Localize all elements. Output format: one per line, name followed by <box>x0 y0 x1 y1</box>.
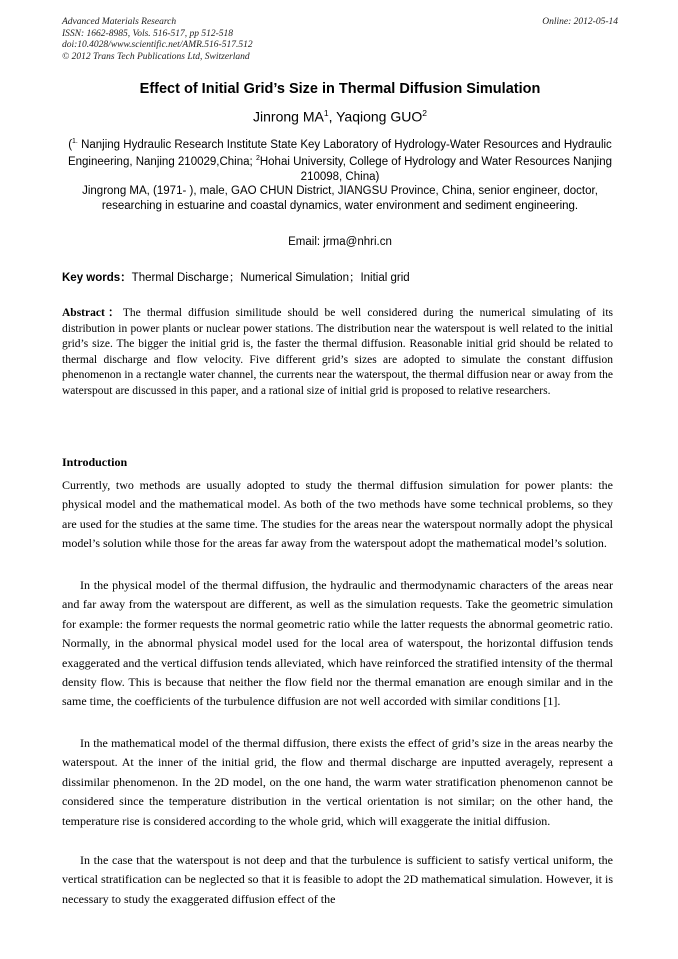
author-2-affil-mark: 2 <box>422 108 427 118</box>
copyright-line: © 2012 Trans Tech Publications Ltd, Switzerland <box>62 51 250 62</box>
abstract-label: Abstract <box>62 307 105 319</box>
author-separator: , <box>328 108 337 125</box>
affil-1-mark: 1. <box>72 138 78 145</box>
issn-line: ISSN: 1662-8985, Vols. 516-517, pp 512-518 <box>62 28 233 39</box>
keywords-line <box>62 269 618 285</box>
affil-open-paren: ( <box>68 138 73 151</box>
intro-paragraph-3: In the mathematical model of the thermal diffusion, there exists the effect of grid’s size in the areas nearby the waterspout. At the inner of the initial grid, the flow and thermal discharge are inputted averagely, represent a dissimilar phenomenon. In the 2D model, on the one hand, the warm water stratification phenomenon cannot be considered since the temperature distribution in the vertical orientation is not similar; on the other hand, the temperature rise is considered according to the whole grid, which will exaggerate the initial diffusion. <box>62 736 613 828</box>
section-heading-introduction: Introduction <box>62 455 128 469</box>
author-list <box>62 108 618 125</box>
author-email: Email: jrma@nhri.cn <box>288 236 392 248</box>
keywords-label: Key words <box>62 272 121 284</box>
affil-1-text: Nanjing Hydraulic Research Institute State Key Laboratory of Hydrology-Water Resources and Hydraulic Engineering, Nanjing 210029,China; <box>67 138 612 169</box>
abstract <box>62 306 613 400</box>
online-date: Online: 2012-05-14 <box>542 17 618 27</box>
paper-title: Effect of Initial Grid’s Size in Thermal Diffusion Simulation <box>139 81 541 97</box>
journal-header <box>62 17 618 63</box>
author-2: Yaqiong GUO <box>336 108 423 125</box>
affil-2-mark: 2 <box>255 155 260 163</box>
intro-paragraph-4: In the case that the waterspout is not deep and that the turbulence is sufficient to satisfy vertical uniform, the vertical stratification can be neglected so that it is feasible to adopt the 2D mathematical simulation. However, it is necessary to study the exaggerated diffusion effect of the <box>62 853 613 906</box>
journal-name: Advanced Materials Research <box>62 17 177 27</box>
abstract-text: The thermal diffusion similitude should be well considered during the numerical simulating of its distribution in power plants or nuclear power stations. The distribution near the waterspout is well related to the initial grid’s size. The bigger the initial grid is, the faster the thermal diffusion. Reasonable initial grid should be related to thermal discharge and flow velocity. Five different grid’s sizes are adopted to simulate the constant diffusion phenomenon in a rectangle water channel, the currents near the waterspout, the thermal diffusion near or away from the waterspout are discussed in this paper, and a rational size of initial grid is proposed to relative researchers. <box>62 307 613 397</box>
author-bio: Jingrong MA, (1971- ), male, GAO CHUN District, JIANGSU Province, China, senior engineer, doctor, researching in estuarine and coastal dynamics, water environment and sediment engineering. <box>82 185 598 212</box>
affiliations <box>62 135 618 184</box>
keywords-colon: ： <box>120 272 132 284</box>
intro-paragraph-2: In the physical model of the thermal diffusion, the hydraulic and thermodynamic characters of the areas near and far away from the waterspout are different, as well as the simulation requests. Take the geometric simulation for example: the former requests the normal geometric ratio while the latter requests the abnormal geometric ratio. Normally, in the abnormal physical model used for the local area of waterspout, the horizontal diffusion tends exaggerated and the vertical diffusion tends alleviated, which have reinforced the stratified intensity of the thermal density flow. This is because that neither the flow field nor the thermal emanation are enough similar and in the same time, the coefficients of the turbulence diffusion are not well accorded with similar conditions [1]. <box>62 578 613 709</box>
doi-line: doi:10.4028/www.scientific.net/AMR.516-517.512 <box>62 40 253 50</box>
abstract-colon: ： <box>104 307 123 319</box>
intro-paragraph-1: Currently, two methods are usually adopted to study the thermal diffusion simulation for power plants: the physical model and the mathematical model. As both of the two methods have some technical problems, so they are used for the studies at the same time. The studies for the areas near the waterspout normally adopt the physical model’s solution while those for the areas far away from the waterspout adopt the mathematical model’s solution. <box>62 478 613 551</box>
author-1: Jinrong MA <box>253 108 324 125</box>
keywords-text: Thermal Discharge；Numerical Simulation；Initial grid <box>131 272 410 284</box>
author-1-affil-mark: 1 <box>323 108 329 118</box>
affil-2-text: Hohai University, College of Hydrology and Water Resources Nanjing 210098, China) <box>259 156 613 183</box>
